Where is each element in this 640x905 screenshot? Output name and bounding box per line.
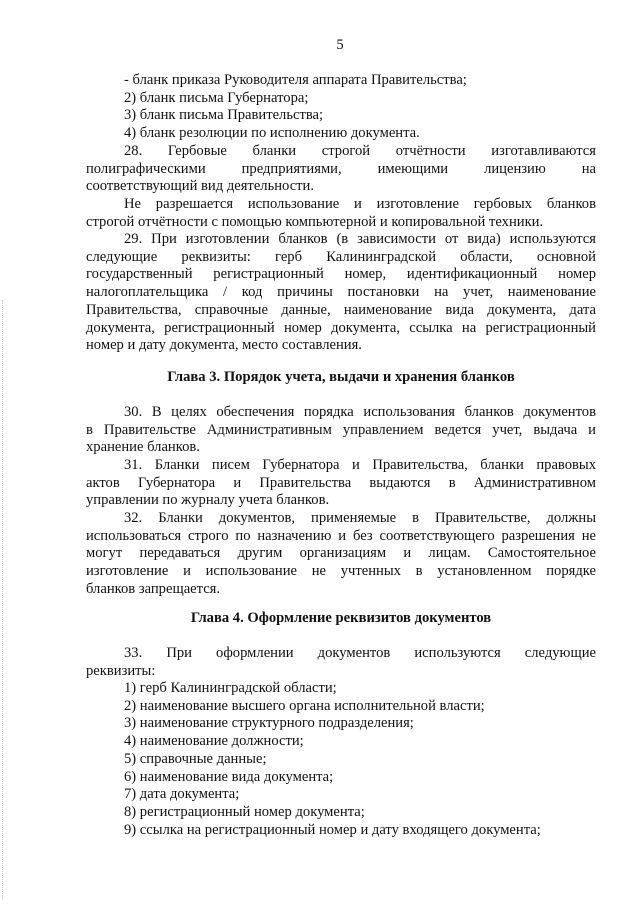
paragraph-line: в Правительстве Административным управлением ведется учет, выдача и xyxy=(86,421,596,438)
paragraph-line: управлении по журналу учета бланков. xyxy=(86,492,330,509)
blank-types-list xyxy=(114,72,596,143)
paragraph-line: изготовление и использование не учтенных в установленном порядке xyxy=(86,563,596,580)
paragraph-line: Не разрешается использование и изготовление гербовых бланков xyxy=(124,196,596,212)
list-item: 1) герб Калининградской области; xyxy=(124,680,337,696)
requisites-list xyxy=(114,680,596,839)
list-item: 4) наименование должности; xyxy=(124,733,304,750)
paragraph-line: хранение бланков. xyxy=(86,439,200,456)
paragraph-line: номер и дату документа, место составления. xyxy=(86,337,362,354)
paragraph-line: могут передаваться другим организациям и лицам. Самостоятельное xyxy=(86,545,596,562)
paragraph-28-continued xyxy=(86,196,596,231)
list-item: 7) дата документа; xyxy=(124,786,240,803)
paragraph-line: 28. Гербовые бланки строгой отчётности изготавливаются xyxy=(124,143,596,159)
paragraph-line: актов Губернатора и Правительства выдаются в Административном xyxy=(86,474,596,491)
list-item: 8) регистрационный номер документа; xyxy=(124,803,365,820)
paragraph-31 xyxy=(86,457,596,510)
list-item: 2) бланк письма Губернатора; xyxy=(124,89,309,106)
chapter-4-heading: Глава 4. Оформление реквизитов документов xyxy=(190,610,492,626)
paragraph-line: документа, регистрационный номер документа, ссылка на регистрационный xyxy=(86,319,596,336)
paragraph-line: 30. В целях обеспечения порядка использования бланков документов xyxy=(124,404,596,420)
paragraph-line: строгой отчётности с помощью компьютерной и копировальной техники. xyxy=(86,213,544,230)
list-item: 4) бланк резолюции по исполнению документа. xyxy=(124,125,420,142)
paragraph-33 xyxy=(86,645,596,680)
paragraph-line: налогоплательщика / код причины постановки на учет, наименование xyxy=(86,284,596,301)
paragraph-line: 32. Бланки документов, применяемые в Правительстве, должны xyxy=(124,510,596,526)
paragraph-line: Правительства, справочные данные, наименование вида документа, дата xyxy=(86,301,596,318)
list-item: 2) наименование высшего органа исполнительной власти; xyxy=(124,697,485,714)
list-item: 3) бланк письма Правительства; xyxy=(124,107,324,124)
paragraph-30 xyxy=(86,404,596,457)
paragraph-line: 29. При изготовлении бланков (в зависимости от вида) используются xyxy=(124,231,596,247)
paragraph-line: 31. Бланки писем Губернатора и Правительства, бланки правовых xyxy=(124,457,596,473)
page-number: 5 xyxy=(336,37,344,53)
paragraph-line: государственный регистрационный номер, идентификационный номер xyxy=(86,266,596,283)
paragraph-line: 33. При оформлении документов используются следующие xyxy=(124,645,596,661)
list-item: - бланк приказа Руководителя аппарата Правительства; xyxy=(124,72,467,88)
paragraph-29 xyxy=(86,231,596,355)
paragraph-line: соответствующий вид деятельности. xyxy=(86,178,315,195)
paragraph-line: использоваться строго по назначению и без соответствующего разрешения не xyxy=(86,527,596,544)
list-item: 5) справочные данные; xyxy=(124,750,267,767)
paragraph-line: полиграфическими предприятиями, имеющими лицензию на xyxy=(86,160,596,177)
scan-edge-marks xyxy=(2,300,5,900)
list-item: 3) наименование структурного подразделения; xyxy=(124,715,414,732)
paragraph-line: бланков запрещается. xyxy=(86,580,221,597)
paragraph-28 xyxy=(86,143,596,196)
paragraph-line: следующие реквизиты: герб Калининградской области, основной xyxy=(86,248,596,265)
chapter-3-heading: Глава 3. Порядок учета, выдачи и хранения бланков xyxy=(167,369,515,385)
list-item: 9) ссылка на регистрационный номер и дату входящего документа; xyxy=(124,821,541,838)
paragraph-32 xyxy=(86,510,596,599)
list-item: 6) наименование вида документа; xyxy=(124,768,334,785)
paragraph-line: реквизиты: xyxy=(86,662,156,679)
